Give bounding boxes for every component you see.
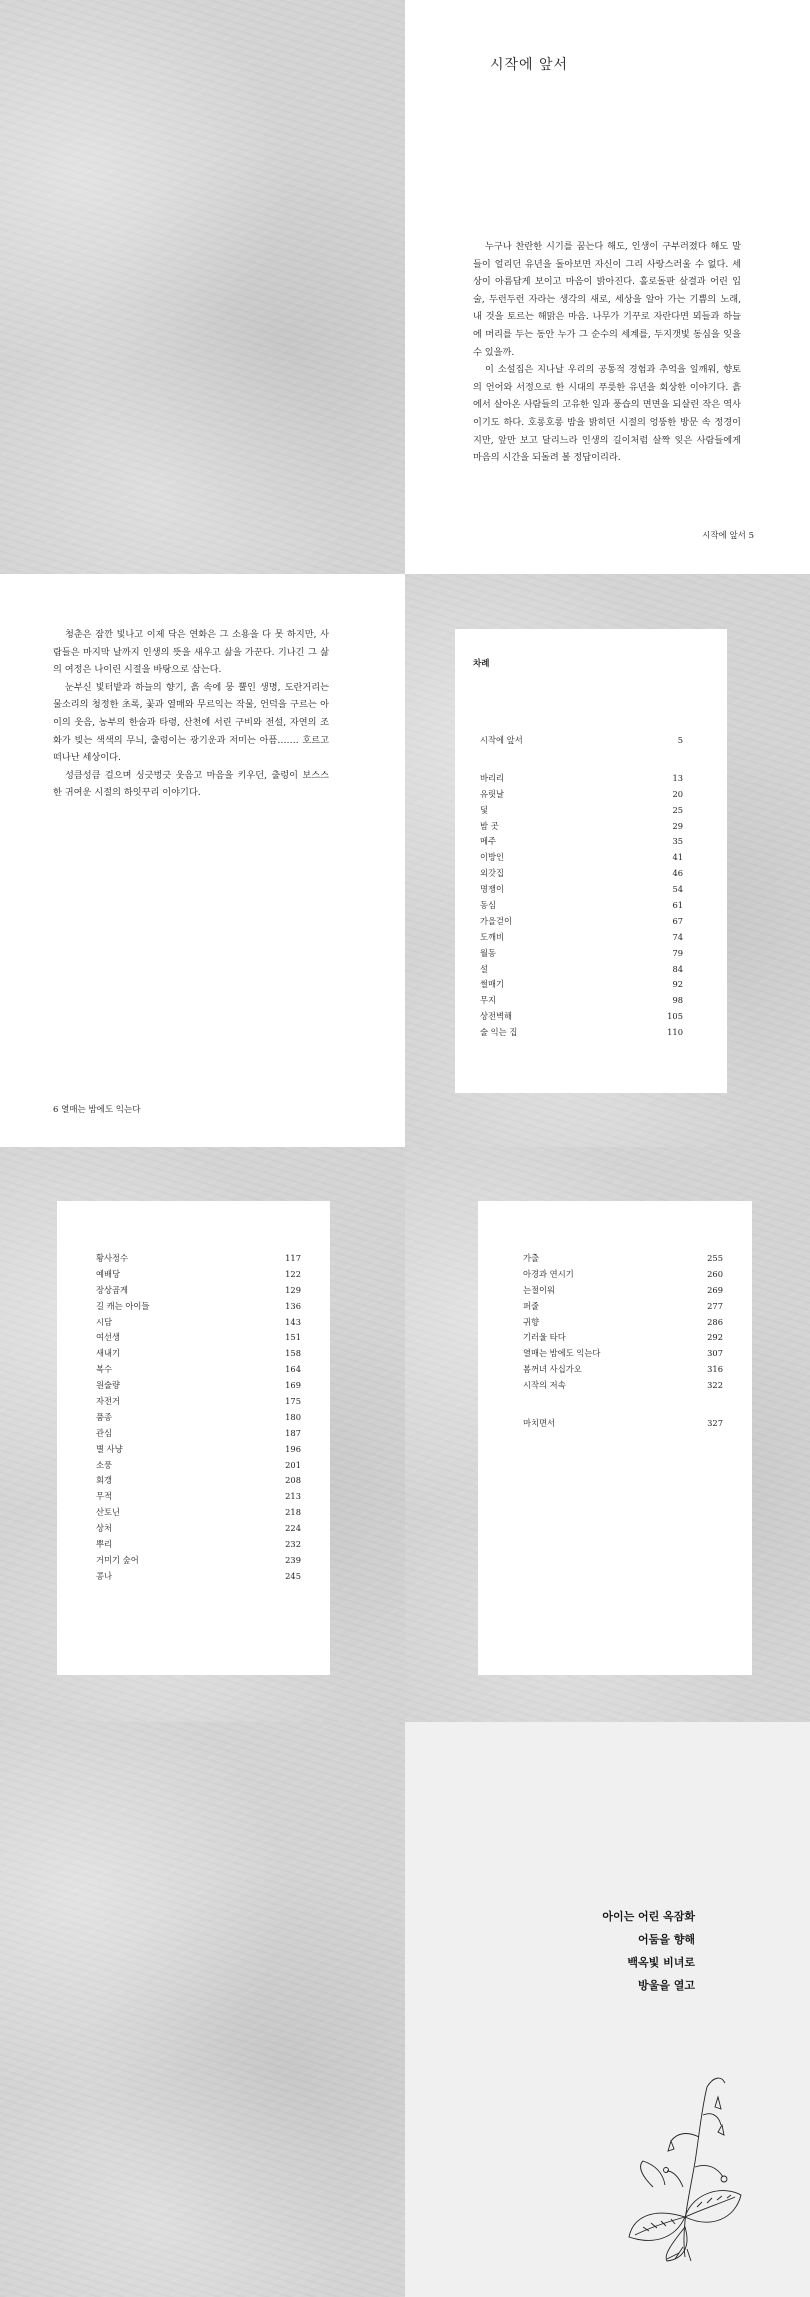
toc-entry: [523, 1378, 723, 1394]
toc-entry: [523, 1315, 723, 1331]
toc-entry: [96, 1267, 301, 1283]
toc-entry: [480, 850, 683, 866]
toc-entry: [523, 1299, 723, 1315]
toc-entry-title: 복수: [96, 1364, 113, 1375]
toc-entry: [96, 1473, 301, 1489]
toc-entry-title: 거미기 숲어: [96, 1554, 139, 1565]
toc-entry-page: 213: [285, 1491, 301, 1502]
toc-list: [523, 1251, 723, 1432]
toc-label: 차례: [473, 659, 490, 669]
toc-entry-title: 마치면서: [523, 1418, 556, 1429]
toc-entry: [480, 1025, 683, 1041]
toc-entry-title: 자전거: [96, 1396, 121, 1407]
toc-entry-title: 별 사냥: [96, 1443, 123, 1454]
toc-entry-title: 장상곱게: [96, 1284, 129, 1295]
toc-entry-page: 307: [707, 1348, 723, 1359]
toc-entry-page: 292: [707, 1332, 723, 1343]
toc-entry-title: 열매는 밤에도 익는다: [523, 1348, 601, 1359]
toc-entry-page: 143: [285, 1316, 301, 1327]
toc-entry-page: 136: [285, 1300, 301, 1311]
toc-entry-page: 245: [285, 1570, 301, 1581]
toc-entry-title: 상전벽해: [480, 1011, 513, 1022]
toc-entry: [96, 1299, 301, 1315]
preface-paragraph: 누구나 찬란한 시기를 꿈는다 해도, 인생이 구부러졌다 해도 말들이 얼리던 유년을 돌아보면 자신이 그리 사랑스러울 수 없다. 세상이 아름답게 보이고 마음이 밝아진다. 홀로돌판 살결과 어린 입술, 두런두런 자라는 생각의 새로, 세상을 알아 가는 기쁨의 노래, 내 것을 토르는 해맑은 마음. 나무가 기꾸로 자란다면 뫼들과 하늘에 머리를 두는 동안 누가 그 순수의 세계를, 두지갯빛 동심을 잊을 수 있을까.: [473, 241, 741, 358]
toc-entry-title: 는절이워: [523, 1284, 556, 1295]
toc-entry: [480, 834, 683, 850]
toc-entry-title: 가을걷이: [480, 915, 513, 926]
toc-entry-page: 158: [285, 1348, 301, 1359]
poem-line: 어둠을 향해: [638, 1933, 695, 1946]
hosta-plant-illustration: [623, 2067, 753, 2262]
preface-body: [473, 238, 741, 467]
page-folio-right: 시작에 앞서 5: [702, 531, 754, 541]
toc-entry-page: 129: [285, 1284, 301, 1295]
toc-entry-page: 169: [285, 1380, 301, 1391]
toc-entry: [480, 993, 683, 1009]
toc-entry-page: 46: [672, 868, 683, 879]
poem-text: [602, 1905, 695, 1997]
toc-entry: [480, 866, 683, 882]
toc-entry: [480, 819, 683, 835]
preface-paragraph: 이 소설집은 지나날 우리의 공통적 경험과 추억을 일깨워, 향토의 언어와 서정으로 한 시대의 푸릇한 유년을 회상한 이야기다. 흙에서 살아온 사람들의 고유한 일과 풍습의 면면을 되살린 작은 역사이기도 하다. 호롱호롱 밤을 밝히던 시절의 엉뚱한 방문 속 정경이지만, 앞만 보고 달리느라 인생의 길이처럼 살짝 잊은 사람들에게 마음의 시간을 되돌려 볼 정답이리라.: [473, 364, 741, 464]
toc-entry-page: 41: [672, 852, 683, 863]
text-page: [0, 574, 405, 1147]
toc-entry: [523, 1267, 723, 1283]
toc-entry-title: 외갓집: [480, 868, 505, 879]
toc-entry: [96, 1521, 301, 1537]
toc-entry-page: 208: [285, 1475, 301, 1486]
preface-page: [405, 0, 810, 574]
toc-entry: [480, 946, 683, 962]
toc-entry-title: 동심: [480, 900, 497, 911]
toc-entry: [480, 771, 683, 787]
toc-entry-page: 105: [667, 1011, 683, 1022]
toc-entry-title: 원술량: [96, 1380, 121, 1391]
toc-entry: [523, 1346, 723, 1362]
toc-entry-page: 232: [285, 1539, 301, 1550]
toc-entry: [523, 1330, 723, 1346]
toc-entry: [96, 1330, 301, 1346]
poem-line: 백옥빛 비녀로: [627, 1956, 695, 1969]
toc-entry: [523, 1362, 723, 1378]
toc-entry: [96, 1458, 301, 1474]
toc-entry-title: 썰매기: [480, 979, 505, 990]
toc-entry-page: 117: [285, 1253, 301, 1263]
toc-entry-page: 61: [672, 900, 683, 911]
toc-entry-title: 바리리: [480, 772, 505, 783]
concrete-texture-left-4: [0, 1722, 405, 2297]
toc-entry-page: 67: [672, 915, 683, 926]
toc-entry-title: 예배당: [96, 1268, 121, 1279]
toc-entry: [96, 1346, 301, 1362]
toc-entry-page: 180: [285, 1411, 301, 1422]
toc-entry: [480, 803, 683, 819]
toc-entry-page: 196: [285, 1443, 301, 1454]
toc-entry-title: 가출: [523, 1253, 540, 1263]
concrete-texture-right-3: [405, 1147, 810, 1722]
toc-entry-page: 286: [707, 1316, 723, 1327]
toc-entry-title: 새내기: [96, 1348, 121, 1359]
toc-entry-title: 무지: [480, 995, 497, 1006]
toc-entry-page: 54: [672, 884, 683, 895]
toc-entry-title: 설: [480, 963, 489, 974]
toc-entry-page: 5: [677, 735, 683, 745]
toc-entry-page: 277: [707, 1300, 723, 1311]
toc-entry-page: 224: [285, 1523, 301, 1534]
toc-entry: [523, 1251, 723, 1267]
toc-entry-title: 여선생: [96, 1332, 121, 1343]
toc-entry: [96, 1283, 301, 1299]
toc-entry-title: 시작에 앞서: [480, 735, 523, 745]
toc-entry-page: 122: [285, 1268, 301, 1279]
toc-entry: [480, 1009, 683, 1025]
toc-entry: [480, 914, 683, 930]
concrete-texture-right-2: [405, 574, 810, 1147]
toc-entry: [96, 1553, 301, 1569]
toc-entry-title: 회갱: [96, 1475, 113, 1486]
toc-entry: [480, 898, 683, 914]
toc-entry-title: 명쟁이: [480, 884, 505, 895]
toc-entry-title: 관심: [96, 1427, 113, 1438]
concrete-texture-left-3: [0, 1147, 405, 1722]
toc-entry-title: 퍼줄: [523, 1300, 540, 1311]
toc-entry: [480, 733, 683, 749]
toc-entry-title: 산토닌: [96, 1507, 121, 1518]
toc-entry-title: 시작의 저속: [523, 1380, 566, 1391]
toc-list: [480, 733, 683, 1041]
toc-entry-title: 무적: [96, 1491, 113, 1502]
concrete-texture-left-1: [0, 0, 405, 574]
toc-entry-page: 35: [672, 836, 683, 847]
toc-entry-title: 뿌리: [96, 1539, 113, 1550]
toc-entry-page: 269: [707, 1284, 723, 1295]
toc-entry-page: 110: [667, 1027, 683, 1038]
toc-entry: [96, 1426, 301, 1442]
poem-line: 방울을 열고: [638, 1979, 695, 1992]
toc-card-2: [57, 1201, 330, 1675]
poem-page: [405, 1722, 810, 2297]
toc-entry-page: 187: [285, 1427, 301, 1438]
toc-card-3: [478, 1201, 752, 1675]
toc-entry-page: 74: [672, 931, 683, 942]
text-page-body: [53, 626, 329, 802]
toc-entry: [96, 1442, 301, 1458]
toc-entry: [96, 1315, 301, 1331]
toc-entry-title: 덫: [480, 804, 489, 815]
toc-entry-page: 29: [672, 820, 683, 831]
toc-entry-title: 월동: [480, 947, 497, 958]
toc-entry-page: 316: [707, 1364, 723, 1375]
toc-entry-page: 255: [707, 1253, 723, 1263]
toc-entry-title: 콩나: [96, 1570, 113, 1581]
toc-entry-page: 13: [672, 772, 683, 783]
toc-entry-page: 239: [285, 1554, 301, 1565]
toc-entry: [523, 1416, 723, 1432]
toc-entry-page: 164: [285, 1364, 301, 1375]
toc-entry: [96, 1394, 301, 1410]
toc-entry-title: 술 익는 집: [480, 1027, 518, 1038]
toc-entry-title: 봄꺼녀 사십가오: [523, 1364, 582, 1375]
toc-entry: [96, 1378, 301, 1394]
toc-entry-title: 이방인: [480, 852, 505, 863]
toc-entry: [480, 930, 683, 946]
preface-heading: 시작에 앞서: [490, 57, 569, 73]
body-paragraph: 청춘은 잠깐 빛나고 이제 닥은 연화은 그 소용을 다 못 하지만, 사람들은 마지막 날까지 인생의 뜻을 새우고 삶을 가꾼다. 기나긴 그 삶의 여정은 나이린 시절을 바탕으로 삼는다.: [53, 629, 329, 676]
toc-entry: [480, 882, 683, 898]
page-folio-left: 6 열매는 밤에도 익는다: [53, 1105, 141, 1115]
toc-entry: [96, 1537, 301, 1553]
toc-entry-page: 79: [672, 947, 683, 958]
toc-entry: [523, 1283, 723, 1299]
toc-entry-page: 84: [672, 963, 683, 974]
toc-entry-page: 260: [707, 1268, 723, 1279]
toc-entry-page: 92: [672, 979, 683, 990]
toc-entry: [480, 962, 683, 978]
toc-entry-title: 시담: [96, 1316, 113, 1327]
toc-entry-title: 상처: [96, 1523, 113, 1534]
toc-entry-page: 322: [707, 1380, 723, 1391]
toc-list: [96, 1251, 301, 1585]
toc-entry: [480, 787, 683, 803]
toc-entry-page: 218: [285, 1507, 301, 1518]
toc-entry-title: 밤 곳: [480, 820, 499, 831]
toc-entry-title: 황사정수: [96, 1253, 129, 1263]
toc-entry: [96, 1410, 301, 1426]
toc-entry-title: 귀향: [523, 1316, 540, 1327]
body-paragraph: 눈부신 빛터밭과 하늘의 향기, 흙 속에 뭉 뿔인 생명, 도란거리는 물소리의 청정한 초록, 꽃과 열매와 무르익는 작물, 언덕을 구르는 아이의 웃음, 농부의 한숨과 타령, 산천에 서린 구비와 전설, 자연의 조화가 빚는 색색의 무늬, 출렁이는 광기운과 저미는 아픔……. 호르고 떠나난 세상이다.: [53, 681, 329, 764]
toc-entry-title: 소풍: [96, 1459, 113, 1470]
toc-entry-title: 기러울 타다: [523, 1332, 566, 1343]
toc-entry-title: 아경과 연시기: [523, 1268, 574, 1279]
body-paragraph: 성큼성큼 걸으며 싱긋벙긋 웃음고 마음을 키우던, 출렁이 보스스 한 귀여운 시절의 하잇꾸리 이야기다.: [53, 769, 329, 799]
toc-entry-title: 길 캐는 아이들: [96, 1300, 150, 1311]
toc-entry: [96, 1505, 301, 1521]
toc-entry-page: 327: [707, 1418, 723, 1429]
toc-entry-page: 98: [672, 995, 683, 1006]
toc-entry: [96, 1362, 301, 1378]
toc-entry: [96, 1489, 301, 1505]
toc-entry-title: 메주: [480, 836, 497, 847]
toc-entry-page: 175: [285, 1396, 301, 1407]
toc-entry: [96, 1569, 301, 1585]
toc-entry-title: 도깨비: [480, 931, 505, 942]
toc-entry: [480, 977, 683, 993]
poem-line: 아이는 어린 옥잠화: [602, 1910, 695, 1923]
toc-card-1: [455, 629, 727, 1093]
toc-entry: [96, 1251, 301, 1267]
toc-entry-title: 품종: [96, 1411, 113, 1422]
toc-entry-page: 20: [672, 788, 683, 799]
toc-entry-page: 25: [672, 804, 683, 815]
toc-entry-page: 151: [285, 1332, 301, 1343]
toc-entry-page: 201: [285, 1459, 301, 1470]
toc-entry-title: 유릿날: [480, 788, 505, 799]
